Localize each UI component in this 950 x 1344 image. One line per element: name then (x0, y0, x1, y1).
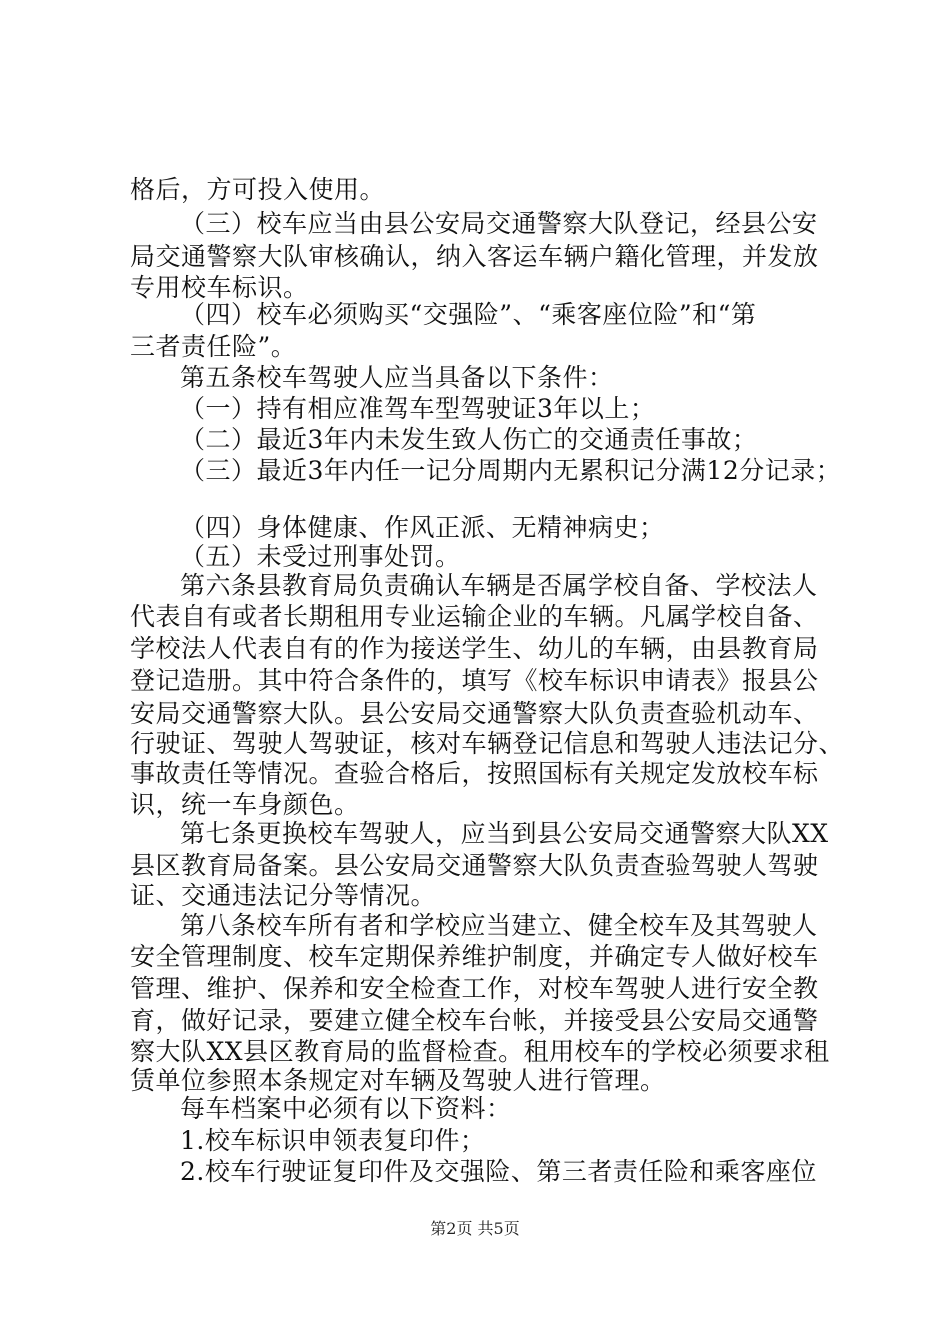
text-line: 学校法人代表自有的作为接送学生、幼儿的车辆，由县教育局 (130, 634, 819, 663)
text-line: 三者责任险”。 (130, 332, 297, 361)
text-line: 管理、维护、保养和安全检查工作，对校车驾驶人进行安全教 (130, 974, 819, 1003)
text-line: 证、交通违法记分等情况。 (130, 881, 437, 910)
text-line: 第七条更换校车驾驶人，应当到县公安局交通警察大队XX (180, 819, 829, 848)
text-line: 安局交通警察大队。县公安局交通警察大队负责查验机动车、 (130, 699, 819, 728)
text-line: 县区教育局备案。县公安局交通警察大队负责查验驾驶人驾驶 (130, 851, 819, 880)
page-number-footer: 第2页 共5页 (430, 1219, 520, 1238)
text-line: 育，做好记录，要建立健全校车台帐，并接受县公安局交通警 (130, 1006, 819, 1035)
text-line: 2.校车行驶证复印件及交强险、第三者责任险和乘客座位 (180, 1157, 817, 1186)
text-line: 代表自有或者长期租用专业运输企业的车辆。凡属学校自备、 (130, 602, 819, 631)
text-line: 登记造册。其中符合条件的，填写《校车标识申请表》报县公 (130, 666, 819, 695)
text-line: 局交通警察大队审核确认，纳入客运车辆户籍化管理，并发放 (130, 242, 819, 271)
text-line: 识，统一车身颜色。 (130, 790, 360, 819)
text-line: 事故责任等情况。查验合格后，按照国标有关规定发放校车标 (130, 759, 819, 788)
text-line: （四）校车必须购买“交强险”、“乘客座位险”和“第 (180, 300, 757, 329)
text-line: （三）最近3年内任一记分周期内无累积记分满12分记录； (180, 456, 842, 485)
text-line: 行驶证、驾驶人驾驶证，核对车辆登记信息和驾驶人违法记分、 (130, 729, 845, 758)
text-line: 1.校车标识申领表复印件； (180, 1126, 486, 1155)
text-line: 第六条县教育局负责确认车辆是否属学校自备、学校法人 (180, 571, 818, 600)
text-line: 赁单位参照本条规定对车辆及驾驶人进行管理。 (130, 1066, 666, 1095)
text-line: 安全管理制度、校车定期保养维护制度，并确定专人做好校车 (130, 942, 819, 971)
text-line: （三）校车应当由县公安局交通警察大队登记，经县公安 (180, 209, 818, 238)
text-line: （一）持有相应准驾车型驾驶证3年以上； (180, 394, 656, 423)
text-line: （四）身体健康、作风正派、无精神病史； (180, 513, 665, 542)
text-line: （二）最近3年内未发生致人伤亡的交通责任事故； (180, 425, 758, 454)
text-line: 每车档案中必须有以下资料： (180, 1094, 512, 1123)
text-line: （五）未受过刑事处罚。 (180, 542, 461, 571)
text-line: 察大队XX县区教育局的监督检查。租用校车的学校必须要求租 (130, 1037, 830, 1066)
text-line: 专用校车标识。 (130, 273, 309, 302)
text-line: 格后，方可投入使用。 (130, 175, 386, 204)
text-line: 第五条校车驾驶人应当具备以下条件： (180, 363, 614, 392)
text-line: 第八条校车所有者和学校应当建立、健全校车及其驾驶人 (180, 911, 818, 940)
